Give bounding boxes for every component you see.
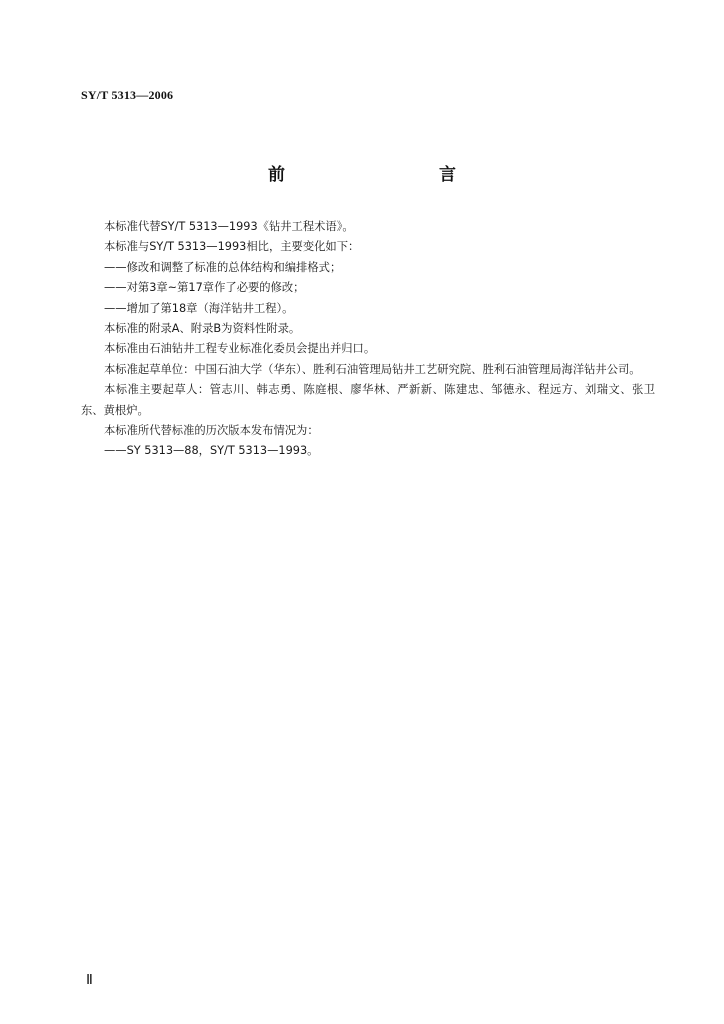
paragraph: 本标准与SY/T 5313—1993相比，主要变化如下： [104, 240, 360, 254]
foreword-body [81, 217, 655, 462]
paragraph: 本标准代替SY/T 5313—1993《钻井工程术语》。 [104, 220, 354, 233]
paragraph: 本标准由石油钻井工程专业标准化委员会提出并归口。 [104, 342, 376, 356]
paragraph: 本标准主要起草人：管志川、韩志勇、陈庭根、廖华林、严新新、陈建忠、邹德永、程远方、刘瑞文、张卫东、黄根炉。 [81, 383, 655, 417]
paragraph: 本标准所代替标准的历次版本发布情况为： [104, 424, 319, 438]
page-title: 前 言 [268, 165, 496, 185]
standard-number: SY/T 5313—2006 [81, 88, 174, 102]
paragraph: 本标准起草单位：中国石油大学（华东）、胜利石油管理局钻井工艺研究院、胜利石油管理局海洋钻井公司。 [104, 362, 641, 376]
list-item: ——修改和调整了标准的总体结构和编排格式； [104, 260, 342, 274]
paragraph: 本标准的附录A、附录B为资料性附录。 [104, 322, 301, 336]
list-item: ——对第3章~第17章作了必要的修改； [104, 281, 305, 295]
list-item: ——增加了第18章（海洋钻井工程）。 [104, 301, 294, 315]
list-item: ——SY 5313—88，SY/T 5313—1993。 [104, 444, 319, 458]
page-number: Ⅱ [86, 973, 93, 988]
